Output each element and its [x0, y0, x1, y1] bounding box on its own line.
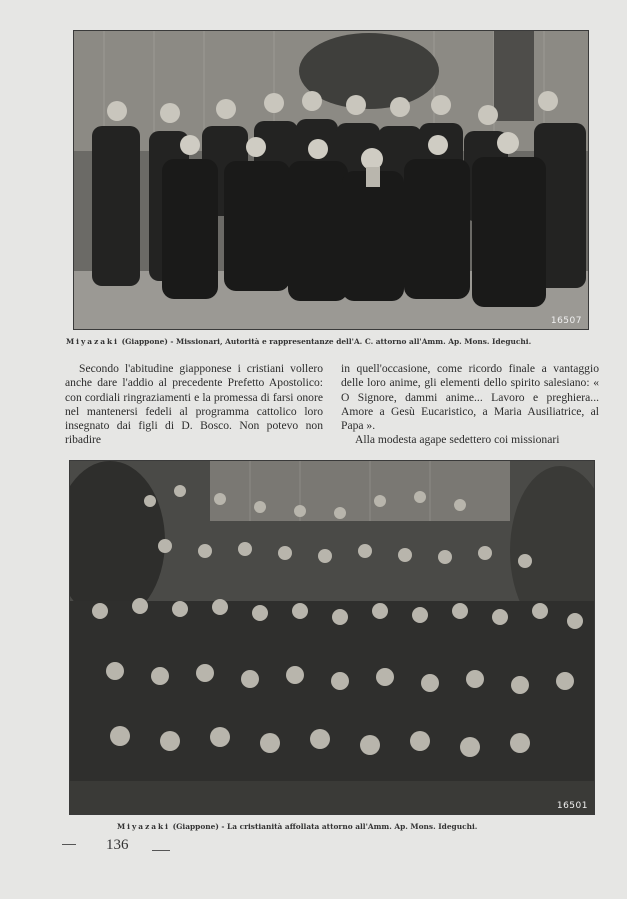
photo-caption-bottom	[117, 822, 477, 831]
text-column-right	[341, 362, 599, 448]
page-number: 136	[106, 837, 129, 853]
caption-place: Miyazaki	[66, 337, 119, 346]
crowd-photo-christians	[69, 460, 595, 815]
caption-place: Miyazaki	[117, 822, 170, 831]
text-column-left	[65, 362, 323, 448]
margin-mark	[62, 844, 76, 845]
paragraph: Alla modesta agape sedettero coi missionari	[355, 433, 560, 447]
paragraph: Secondo l'abitudine giapponese i cristiani vollero anche dare l'addio al precedente Prefetto Apostolico: con cordiali ringraziamenti e la promessa di farsi onore nel mantenersi fedeli al programma cattolico loro insegnato dai figli di D. Bosco. Non potevo non ribadire	[65, 362, 323, 447]
photo-missionaries-illustration	[74, 31, 588, 329]
photo-number: 16507	[550, 316, 582, 326]
group-photo-missionaries	[73, 30, 589, 330]
photo-crowd-illustration	[70, 461, 594, 814]
paragraph: in quell'occasione, come ricordo finale a vantaggio delle loro anime, gli elementi dello spirito salesiano: « O Signore, dammi anime... Lavoro e preghiera... Amore a Gesù Eucaristico, a Maria Ausiliatrice, al Papa ».	[341, 362, 599, 433]
caption-text: (Giappone) - La cristianità affollata attorno all'Amm. Ap. Mons. Ideguchi.	[172, 822, 478, 831]
photo-caption-top	[66, 337, 531, 346]
caption-text: (Giappone) - Missionari, Autorità e rappresentanze dell'A. C. attorno all'Amm. Ap. Mons. Ideguchi.	[121, 337, 532, 346]
margin-mark	[152, 850, 170, 851]
photo-number: 16501	[556, 801, 588, 811]
